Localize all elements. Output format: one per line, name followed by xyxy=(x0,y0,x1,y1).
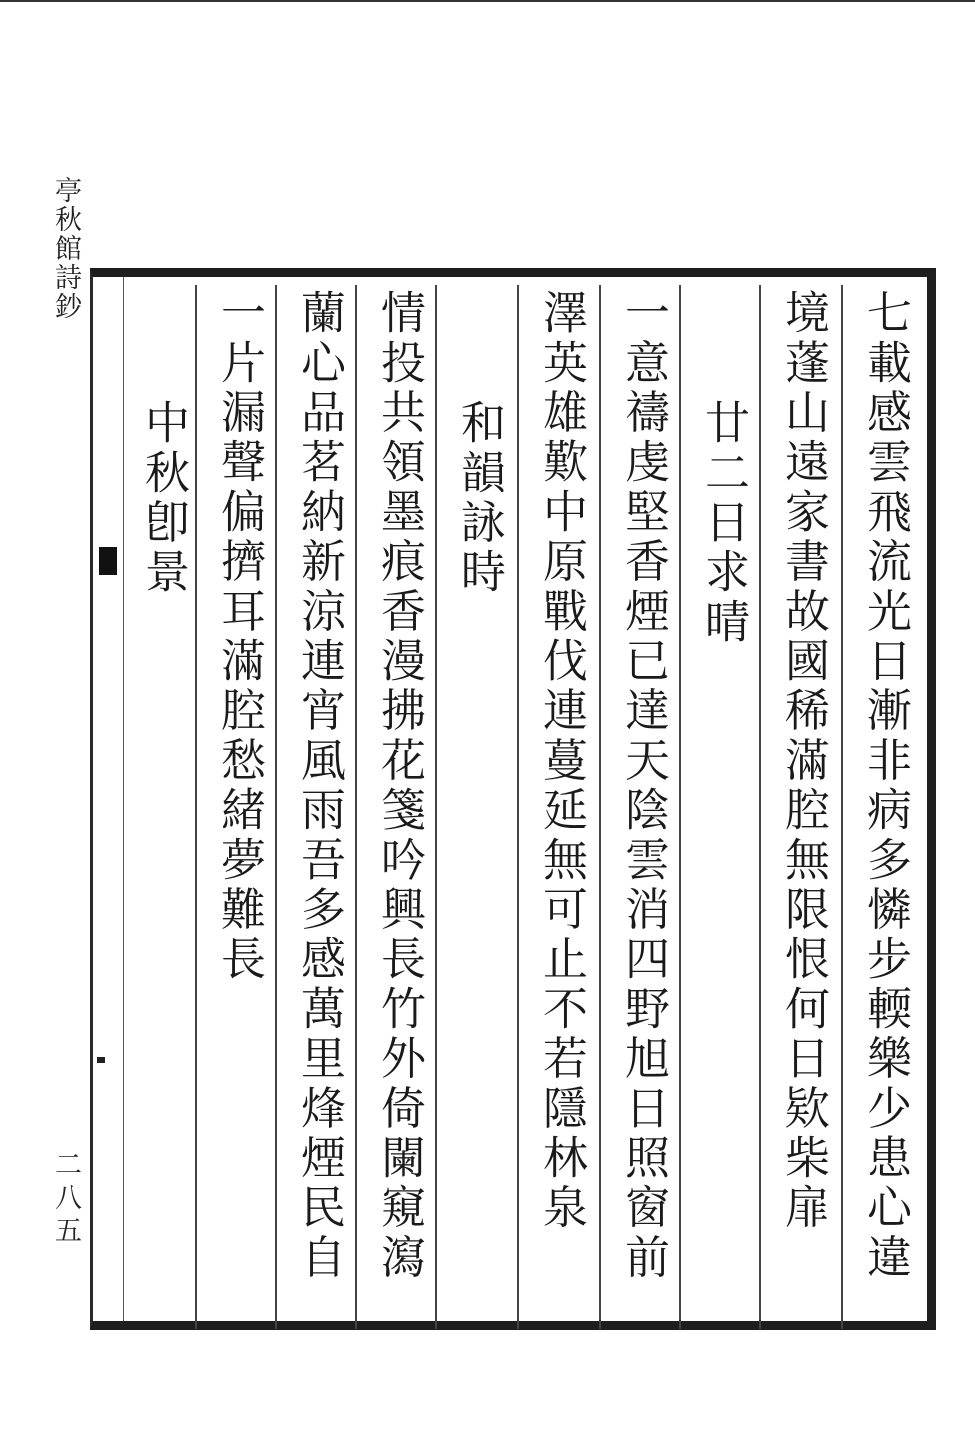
text-column: 一意禱虔堅香煙已達天陰雲消四野旭日照窗前 xyxy=(617,289,670,1283)
poem-title: 廿二日求晴 xyxy=(697,399,750,648)
text-column: 一片漏聲偏擠耳滿腔愁緒夢難長 xyxy=(213,289,266,985)
text-column: 蘭心品茗納新涼連宵風雨吾多感萬里烽煙民自 xyxy=(293,289,346,1283)
poem-title: 和韻詠時 xyxy=(453,399,506,598)
fishtail-mark xyxy=(99,547,117,575)
binding-gutter xyxy=(93,277,124,1321)
page-number: 二八五 xyxy=(50,1150,81,1249)
poem-title: 中秋卽景 xyxy=(137,399,190,598)
text-column: 七載感雲飛流光日漸非病多憐步輭樂少患心違 xyxy=(859,289,912,1283)
text-column: 境蓬山遠家書故國稀滿腔無限恨何日欵柴扉 xyxy=(777,289,830,1234)
top-rule xyxy=(0,0,975,2)
text-column: 情投共領墨痕香漫拂花箋吟興長竹外倚闌窺瀉 xyxy=(373,289,426,1283)
text-frame xyxy=(90,268,936,1330)
book-title: 亭秋館詩鈔 xyxy=(50,176,81,321)
gutter-dot xyxy=(97,1057,105,1063)
text-column: 澤英雄歎中原戰伐連蔓延無可止不若隱林泉 xyxy=(535,289,588,1234)
